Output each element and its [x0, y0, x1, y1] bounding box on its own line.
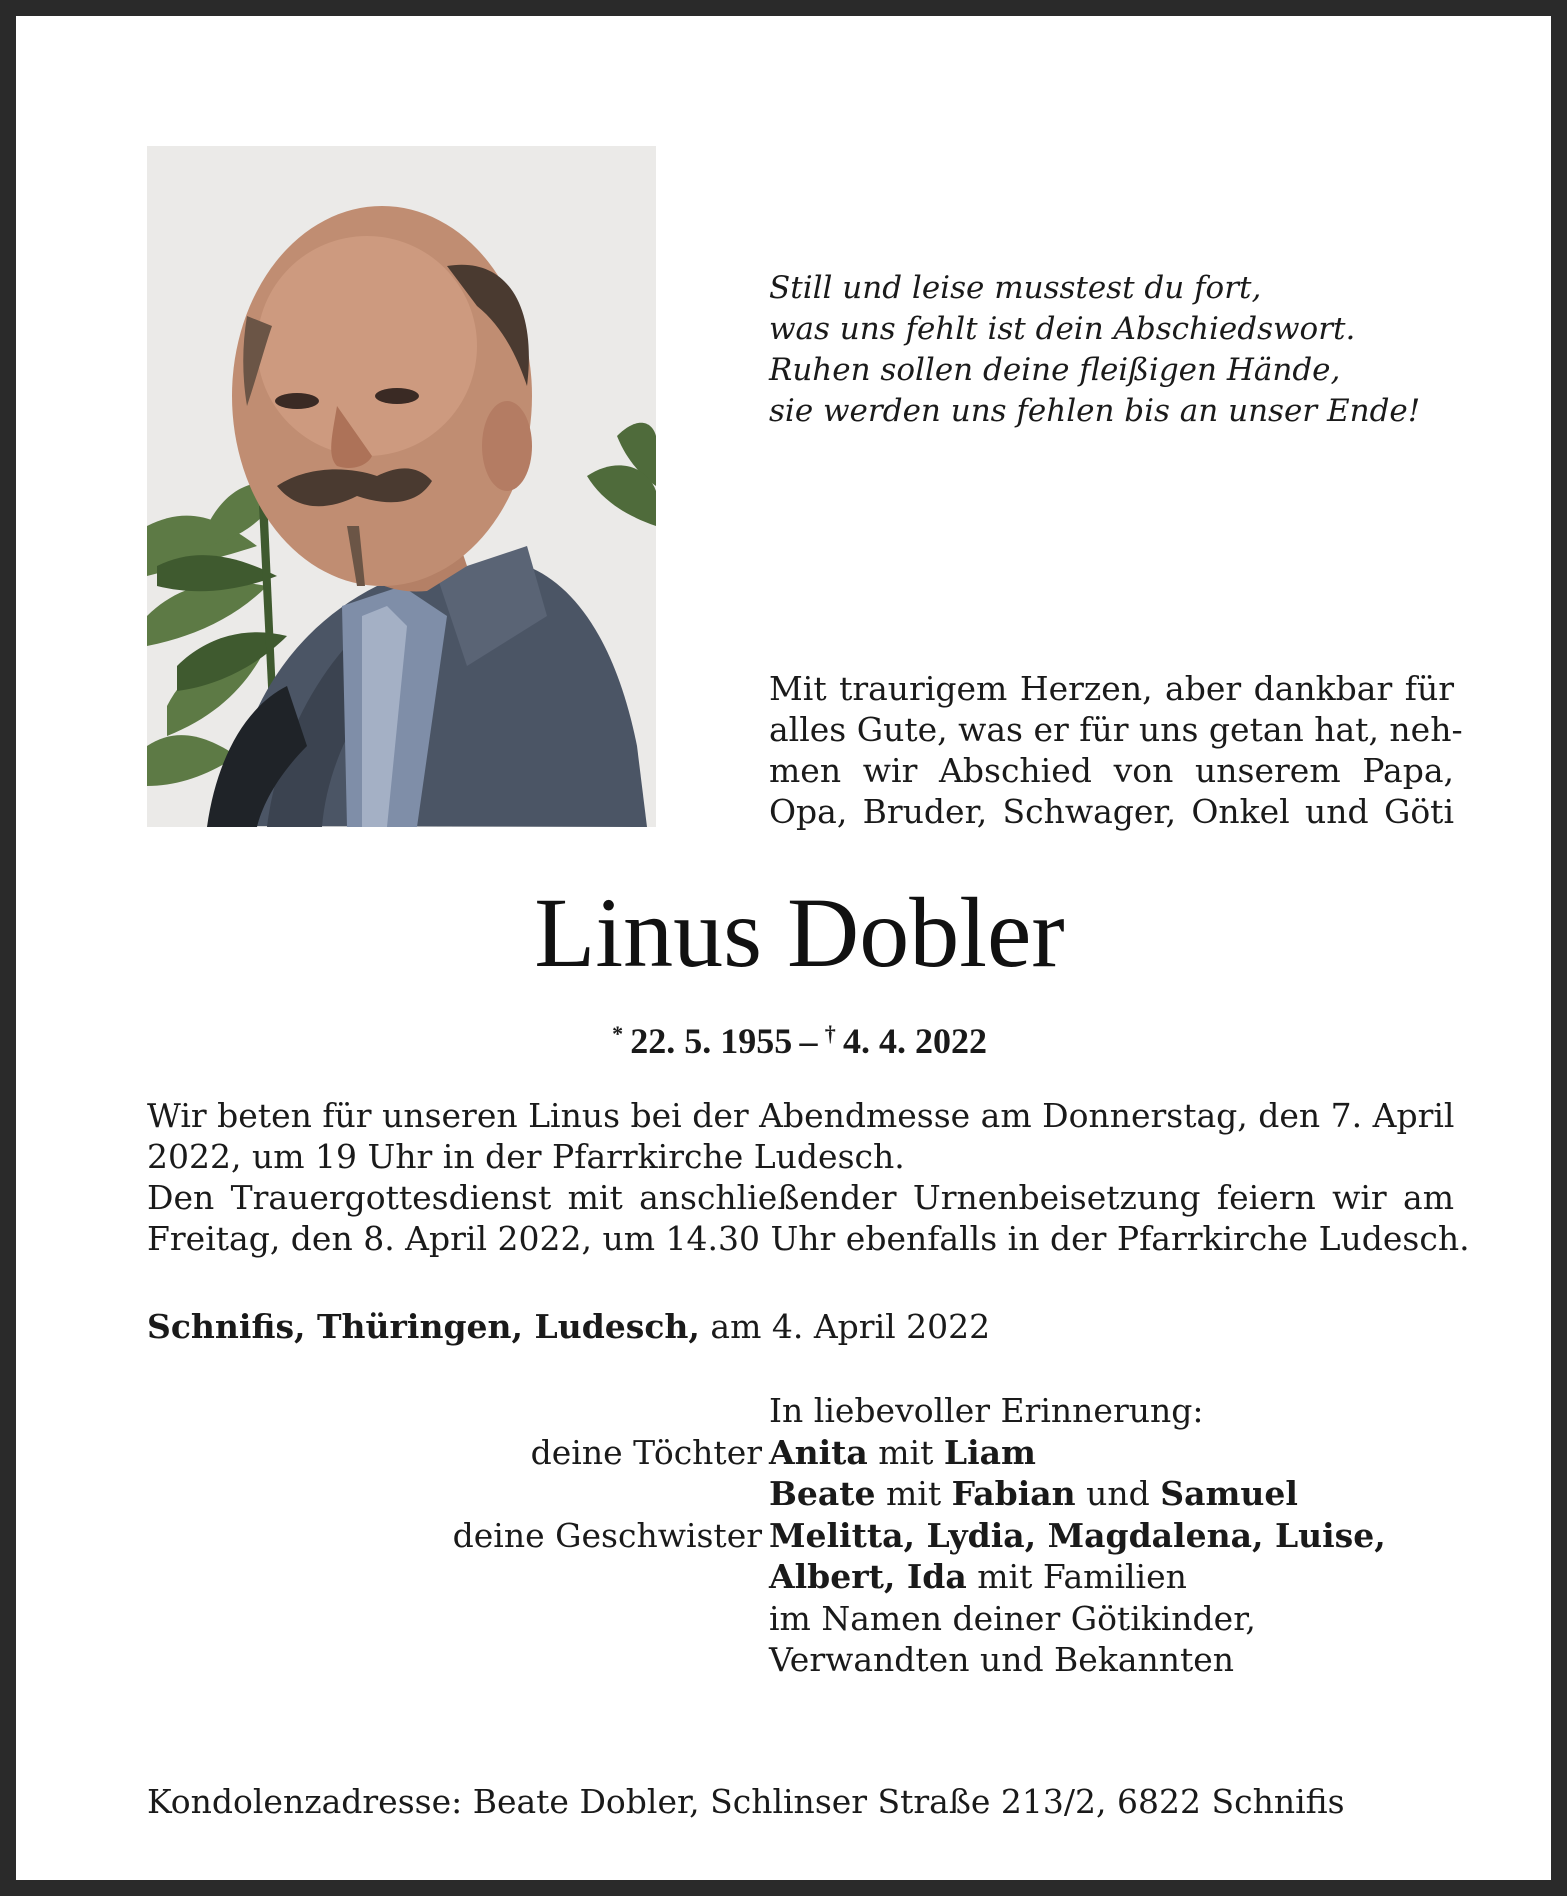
connector-text: mit — [886, 1474, 942, 1513]
service-announcement — [147, 1095, 1470, 1259]
intro-line: Opa, Bruder, Schwager, Onkel und Göti — [769, 792, 1454, 831]
daughters-label: deine Töchter — [530, 1432, 762, 1472]
announcement-line: 2022, um 19 Uhr in der Pfarrkirche Ludesch. — [147, 1137, 905, 1176]
place-and-date — [147, 1306, 990, 1347]
connector-text: mit Familien — [977, 1557, 1187, 1596]
deceased-name: Linus Dobler — [534, 877, 1065, 988]
locations: Schnifis, Thüringen, Ludesch, — [147, 1307, 700, 1346]
poem — [769, 268, 1489, 432]
poem-line: sie werden uns fehlen bis an unser Ende! — [769, 393, 1421, 429]
notice-date: am 4. April 2022 — [710, 1307, 991, 1346]
birth-symbol: * — [612, 1021, 624, 1046]
death-symbol: † — [824, 1021, 836, 1046]
condolence-address: Kondolenzadresse: Beate Dobler, Schlinser Straße 213/2, 6822 Schnifis — [147, 1782, 1345, 1821]
mourners-heading: In liebevoller Erinnerung: — [769, 1391, 1204, 1430]
connector-text: mit — [878, 1432, 934, 1472]
poem-line: Still und leise musstest du fort, — [769, 270, 1262, 306]
mourner-name: Liam — [943, 1432, 1036, 1472]
siblings-label: deine Geschwister — [452, 1515, 762, 1555]
mourner-name: Anita — [769, 1432, 868, 1472]
mourners-list — [316, 1390, 1516, 1681]
announcement-line: Freitag, den 8. April 2022, um 14.30 Uhr ebenfalls in der Pfarrkirche Ludesch. — [147, 1219, 1470, 1258]
mourner-name: Beate — [769, 1474, 876, 1513]
mourner-names: Albert, Ida — [769, 1557, 967, 1596]
mourner-names: Melitta, Lydia, Magdalena, Luise, — [769, 1515, 1386, 1555]
poem-line: was uns fehlt ist dein Abschiedswort. — [769, 311, 1356, 347]
portrait-photo — [147, 146, 656, 827]
date-separator: – — [799, 1021, 818, 1061]
announcement-line: Wir beten für unseren Linus bei der Abendmesse am Donnerstag, den 7. April — [147, 1096, 1455, 1135]
intro-line: Mit traurigem Herzen, aber dankbar für — [769, 669, 1454, 708]
life-dates — [16, 1012, 1567, 1063]
poem-line: Ruhen sollen deine fleißigen Hände, — [769, 352, 1341, 388]
death-date: 4. 4. 2022 — [842, 1021, 987, 1061]
birth-date: 22. 5. 1955 — [630, 1021, 793, 1061]
mourners-extra: im Namen deiner Götikinder, — [769, 1598, 1256, 1638]
mourner-name: Samuel — [1160, 1474, 1298, 1513]
mourner-name: Fabian — [951, 1474, 1076, 1513]
mourners-extra: Verwandten und Bekannten — [769, 1640, 1235, 1679]
announcement-line: Den Trauergottesdienst mit anschließender Urnenbeisetzung feiern wir am — [147, 1178, 1454, 1217]
connector-text: und — [1086, 1474, 1150, 1513]
intro-line: men wir Abschied von unserem Papa, — [769, 751, 1454, 790]
intro-text — [769, 668, 1463, 832]
intro-line: alles Gute, was er für uns getan hat, neh- — [769, 710, 1463, 749]
